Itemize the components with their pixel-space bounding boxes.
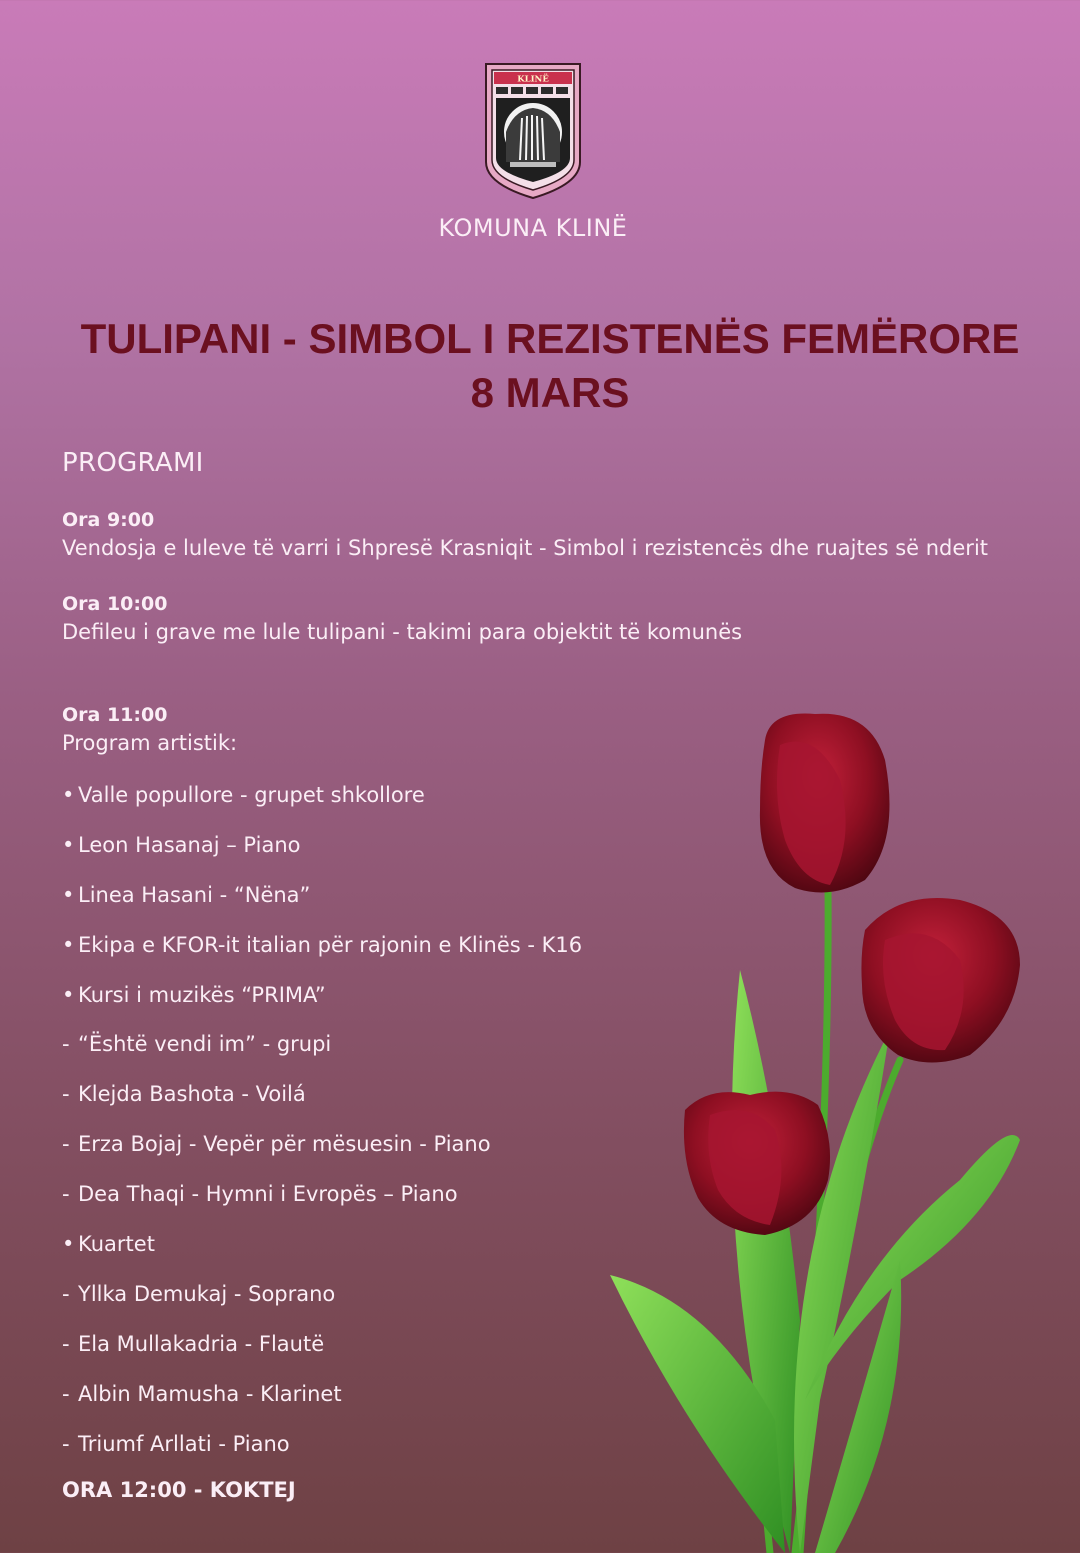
komuna-kline-crest-logo xyxy=(484,62,582,200)
program-list xyxy=(62,780,582,1478)
program-item xyxy=(62,1379,582,1429)
tulip-flower xyxy=(684,1092,830,1235)
item-marker: - xyxy=(62,1082,70,1107)
item-text: Linea Hasani - “Nëna” xyxy=(78,882,311,907)
item-marker: • xyxy=(62,882,75,907)
item-text: Erza Bojaj - Vepër për mësuesin - Piano xyxy=(78,1132,491,1157)
program-item xyxy=(62,830,582,880)
event-title xyxy=(0,312,1080,420)
item-text: Kursi i muzikës “PRIMA” xyxy=(78,982,326,1007)
item-text: Ela Mullakadria - Flautë xyxy=(78,1331,325,1356)
item-marker: - xyxy=(62,1032,70,1057)
program-heading: PROGRAMI xyxy=(62,448,204,478)
organization-name: KOMUNA KLINË xyxy=(438,214,628,242)
program-item xyxy=(62,1229,582,1279)
closing-line: ORA 12:00 - KOKTEJ xyxy=(62,1478,296,1502)
item-marker: • xyxy=(62,932,75,957)
program-item xyxy=(62,1129,582,1179)
crest-text: KLINË xyxy=(517,74,549,85)
slot-time: Ora 11:00 xyxy=(62,704,168,726)
item-marker: • xyxy=(62,832,75,857)
item-marker: • xyxy=(62,982,75,1007)
item-marker: - xyxy=(62,1281,70,1306)
item-marker: - xyxy=(62,1182,70,1207)
item-marker: • xyxy=(62,783,75,807)
item-marker: - xyxy=(62,1331,70,1356)
tulip-flower xyxy=(760,714,890,893)
item-text: Albin Mamusha - Klarinet xyxy=(78,1381,342,1406)
program-item xyxy=(62,1079,582,1129)
slot-time: Ora 9:00 xyxy=(62,509,155,531)
item-text: Valle popullore - grupet shkollore xyxy=(78,783,425,807)
program-item xyxy=(62,880,582,930)
item-text: Ekipa e KFOR-it italian për rajonin e Klinës - K16 xyxy=(78,932,583,957)
slot-description: Defileu i grave me lule tulipani - takimi para objektit të komunës xyxy=(62,620,743,644)
slot-description: Program artistik: xyxy=(62,731,238,755)
item-text: Leon Hasanaj – Piano xyxy=(78,832,301,857)
program-item xyxy=(62,780,582,830)
item-text: Yllka Demukaj - Soprano xyxy=(78,1281,336,1306)
slot-time: Ora 10:00 xyxy=(62,593,168,615)
program-item xyxy=(62,1429,582,1479)
item-text: “Është vendi im” - grupi xyxy=(78,1032,332,1057)
program-item xyxy=(62,1029,582,1079)
item-text: Triumf Arllati - Piano xyxy=(78,1431,290,1456)
item-marker: - xyxy=(62,1431,70,1456)
tulips-illustration xyxy=(600,700,1040,1553)
item-text: Klejda Bashota - Voilá xyxy=(78,1082,306,1107)
tulip-flower xyxy=(861,898,1020,1063)
program-item xyxy=(62,980,582,1030)
item-marker: - xyxy=(62,1381,70,1406)
event-title-line: TULIPANI - SIMBOL I REZISTENËS FEMËRORE xyxy=(80,315,1020,362)
program-item xyxy=(62,1179,582,1229)
slot-description: Vendosja e luleve të varri i Shpresë Krasniqit - Simbol i rezistencës dhe ruajtes së nderit xyxy=(62,536,989,560)
program-item xyxy=(62,1329,582,1379)
item-text: Dea Thaqi - Hymni i Evropës – Piano xyxy=(78,1182,458,1207)
item-marker: - xyxy=(62,1132,70,1157)
item-marker: • xyxy=(62,1232,75,1257)
program-item xyxy=(62,1279,582,1329)
program-item xyxy=(62,930,582,980)
item-text: Kuartet xyxy=(78,1232,155,1257)
event-date: 8 MARS xyxy=(470,369,630,416)
